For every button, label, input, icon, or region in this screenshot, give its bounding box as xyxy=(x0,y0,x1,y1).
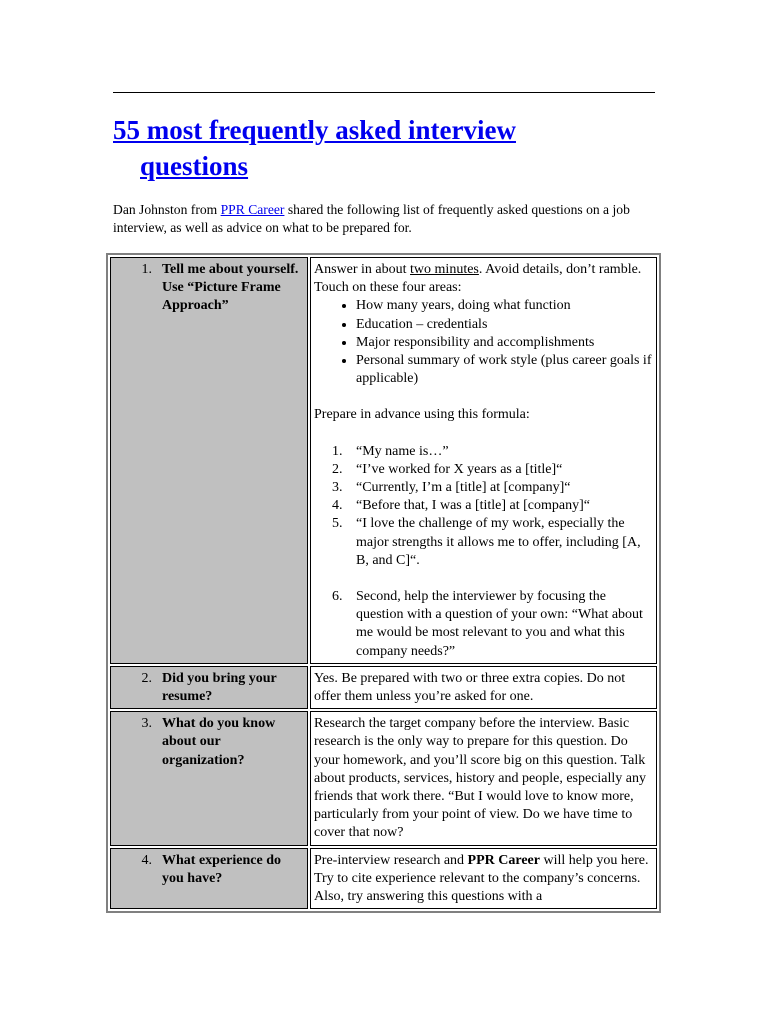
list-item xyxy=(332,443,653,461)
list-item xyxy=(332,461,653,479)
intro-text-after: shared the following list of frequently asked questions on a job interview, as well as advice on what to be prepared for. xyxy=(113,202,630,235)
answer-text: will help you here. Try to cite experience relevant to the company’s concerns. Also, try answering this questions with a xyxy=(314,852,649,905)
question-number: 2. xyxy=(141,670,152,686)
list-number: 6. xyxy=(332,589,343,605)
page-title xyxy=(113,112,658,184)
top-horizontal-rule xyxy=(113,92,655,93)
list-item: • Personal summary of work style (plus career goals if applicable) xyxy=(356,352,653,388)
question-text: What experience do you have? xyxy=(162,852,281,886)
list-item: • Education – credentials xyxy=(356,316,653,334)
list-item xyxy=(332,588,653,661)
list-item: • How many years, doing what function xyxy=(356,297,653,315)
answer-intro xyxy=(314,261,653,297)
answer-cell: Yes. Be prepared with two or three extra copies. Do not offer them unless you’re asked for one. xyxy=(310,666,657,709)
list-number: 2. xyxy=(332,461,343,477)
intro-text-before: Dan Johnston from xyxy=(113,202,221,217)
list-text: “My name is…” xyxy=(356,443,449,459)
list-item xyxy=(332,515,653,570)
answer-cell xyxy=(310,257,657,664)
list-text: “Currently, I’m a [title] at [company]“ xyxy=(356,480,571,496)
question-cell xyxy=(110,711,308,845)
question-cell xyxy=(110,666,308,709)
formula-list xyxy=(314,443,653,661)
list-number: 4. xyxy=(332,498,343,514)
questions-table xyxy=(106,253,661,913)
table-row xyxy=(110,666,657,709)
title-link[interactable] xyxy=(113,115,658,184)
answer-text: Pre-interview research and xyxy=(314,852,468,868)
list-text: “I’ve worked for X years as a [title]“ xyxy=(356,461,563,477)
answer-cell xyxy=(310,848,657,910)
list-item xyxy=(332,479,653,497)
ppr-career-link[interactable]: PPR Career xyxy=(220,202,285,217)
question-text: Did you bring your resume? xyxy=(162,670,277,705)
answer-text: . Avoid details, don’t ramble. Touch on these four areas: xyxy=(314,262,642,296)
question-number: 4. xyxy=(141,852,152,868)
question-text: What do you know about our organization? xyxy=(162,716,276,768)
list-number: 5. xyxy=(332,516,343,532)
answer-bold-text: PPR Career xyxy=(467,852,540,868)
intro-paragraph xyxy=(113,201,658,237)
list-item xyxy=(332,497,653,515)
four-areas-list xyxy=(314,297,653,388)
question-number: 1. xyxy=(141,262,152,277)
question-number: 3. xyxy=(141,716,152,732)
title-line-1: 55 most frequently asked interview xyxy=(113,115,516,145)
list-text: “Before that, I was a [title] at [company]“ xyxy=(356,498,591,514)
table-row xyxy=(110,257,657,664)
title-line-2: questions xyxy=(140,151,249,181)
prepare-text: Prepare in advance using this formula: xyxy=(314,407,530,423)
list-text: Second, help the interviewer by focusing the question with a question of your own: “What about me would be most relevant to you and what this company needs?” xyxy=(356,589,643,659)
question-cell xyxy=(110,848,308,910)
answer-underlined-text: two minutes xyxy=(410,262,479,277)
list-number: 1. xyxy=(332,443,343,459)
table-row xyxy=(110,848,657,910)
table-row xyxy=(110,711,657,845)
question-text: Tell me about yourself. Use “Picture Frame Approach” xyxy=(162,262,299,314)
list-text: “I love the challenge of my work, especially the major strengths it allows me to offer, including [A, B, and C]“. xyxy=(356,516,641,568)
list-number: 3. xyxy=(332,480,343,496)
answer-text: Answer in about xyxy=(314,262,411,277)
question-cell xyxy=(110,257,308,664)
list-item: • Major responsibility and accomplishments xyxy=(356,334,653,352)
answer-cell: Research the target company before the interview. Basic research is the only way to prepare for this question. Do your homework, and you’ll score big on this question. Talk about products, services, history and people, especially any friends that work there. “But I would love to know more, particularly from your point of view. Do we have time to cover that now? xyxy=(310,711,657,845)
